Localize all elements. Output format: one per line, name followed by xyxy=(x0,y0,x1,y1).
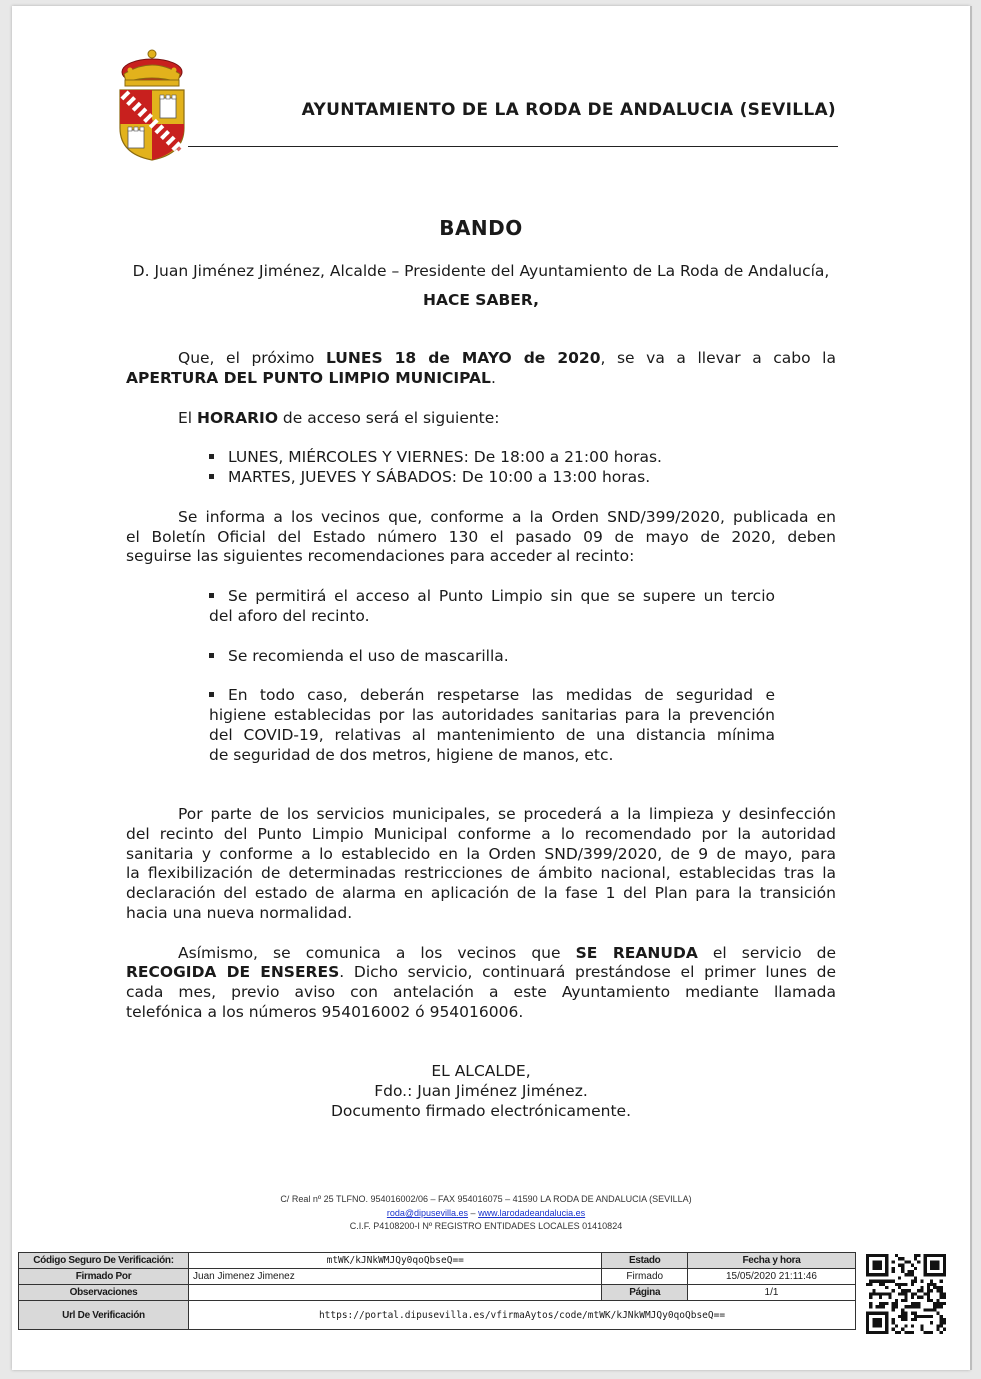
recommendation-line xyxy=(209,587,775,607)
page-edge xyxy=(970,6,972,1370)
para4-line: telefónica a los números 954016002 ó 954016006. xyxy=(126,1003,524,1021)
schedule-text: MARTES, JUEVES Y SÁBADOS: De 10:00 a 13:00 horas. xyxy=(228,468,651,486)
pagina-value: 1/1 xyxy=(687,1285,855,1301)
recommendation-text: Se recomienda el uso de mascarilla. xyxy=(228,647,509,665)
bullet-icon xyxy=(209,454,214,459)
coat-of-arms-logo xyxy=(116,48,188,162)
footer-email-link[interactable]: roda@dipusevilla.es xyxy=(386,1208,469,1218)
recommendation-line xyxy=(209,647,775,667)
bullet-icon xyxy=(209,474,214,479)
para3-line: del recinto del Punto Limpio Municipal conforme a lo recomendado por la autoridad xyxy=(126,825,836,843)
observaciones-label: Observaciones xyxy=(19,1285,189,1301)
url-value[interactable]: https://portal.dipusevilla.es/vfirmaAytos/code/mtWK/kJNkWMJQy0qoQbseQ== xyxy=(189,1301,856,1330)
para2-line: Se informa a los vecinos que, conforme a la Orden SND/399/2020, publicada en xyxy=(178,508,836,526)
hace-saber: HACE SABER, xyxy=(422,291,539,309)
para4-line: cada mes, previo aviso con antelación a este Ayuntamiento mediante llamada xyxy=(126,983,836,1001)
schedule-item xyxy=(209,448,829,468)
document-title: BANDO xyxy=(439,216,523,240)
signature-line: Fdo.: Juan Jiménez Jiménez. xyxy=(374,1082,588,1100)
para3-line: la flexibilización de determinadas restricciones de ámbito nacional, establecidas tras la xyxy=(126,864,836,882)
opening-date: LUNES 18 de MAYO de 2020 xyxy=(325,349,601,367)
enseres-keyword: RECOGIDA DE ENSERES xyxy=(126,963,340,981)
observaciones-value xyxy=(189,1285,602,1301)
horario-intro xyxy=(178,409,836,429)
signature-line: Documento firmado electrónicamente. xyxy=(330,1102,632,1120)
recommendation-line xyxy=(209,686,775,706)
header-divider xyxy=(188,146,838,147)
table-row xyxy=(19,1269,856,1285)
recommendation-line: higiene establecidas por las autoridades sanitarias para la prevención xyxy=(209,706,775,724)
horario-text: de acceso será el siguiente: xyxy=(278,409,500,427)
recommendation-line: del aforo del recinto. xyxy=(209,607,370,625)
recommendation-text: Se permitirá el acceso al Punto Limpio sin que se supere un tercio xyxy=(228,587,775,605)
signature-line: EL ALCALDE, xyxy=(431,1062,531,1080)
firmado-value: Juan Jimenez Jimenez xyxy=(189,1269,602,1285)
para2-line: seguirse las siguientes recomendaciones para acceder al recinto: xyxy=(126,547,635,565)
url-label: Url De Verificación xyxy=(19,1301,189,1330)
para1-line2 xyxy=(126,369,836,389)
bullet-icon xyxy=(209,692,214,697)
footer-address: C/ Real nº 25 TLFNO. 954016002/06 – FAX 954016075 – 41590 LA RODA DE ANDALUCIA (SEVILLA) xyxy=(280,1194,692,1204)
table-row xyxy=(19,1253,856,1269)
footer-links xyxy=(0,1208,972,1218)
qr-code-icon xyxy=(866,1254,946,1334)
para4-text: el servicio de xyxy=(697,944,837,962)
fecha-value: 15/05/2020 21:11:46 xyxy=(687,1269,855,1285)
horario-text: El xyxy=(178,409,198,427)
para1-line1 xyxy=(178,349,836,369)
opening-subject: APERTURA DEL PUNTO LIMPIO MUNICIPAL xyxy=(126,369,491,387)
footer-web-link[interactable]: www.larodadeandalucia.es xyxy=(478,1208,586,1218)
verification-table xyxy=(18,1252,856,1330)
csv-value: mtWK/kJNkWMJQy0qoQbseQ== xyxy=(189,1253,602,1269)
para1-text: Que, el próximo xyxy=(178,349,326,367)
firmado-label: Firmado Por xyxy=(19,1269,189,1285)
recommendation-text: En todo caso, deberán respetarse las medidas de seguridad e xyxy=(228,686,775,704)
recommendation-line: de seguridad de dos metros, higiene de manos, etc. xyxy=(209,746,614,764)
pagina-label: Página xyxy=(602,1285,688,1301)
table-row xyxy=(19,1301,856,1330)
horario-keyword: HORARIO xyxy=(197,409,278,427)
estado-label: Estado xyxy=(602,1253,688,1269)
para2-line: el Boletín Oficial del Estado número 130 el pasado 09 de mayo de 2020, deben xyxy=(126,528,836,546)
table-row xyxy=(19,1285,856,1301)
reanuda-keyword: SE REANUDA xyxy=(575,944,698,962)
para1-text: , se va a llevar a cabo la xyxy=(600,349,836,367)
footer-separator: – xyxy=(468,1208,479,1218)
para3-line: hacia una nueva normalidad. xyxy=(126,904,353,922)
para4-text: Asímismo, se comunica a los vecinos que xyxy=(178,944,576,962)
para1-text: . xyxy=(490,369,496,387)
para4-text: . Dicho servicio, continuará prestándose el primer lunes de xyxy=(339,963,836,981)
schedule-item xyxy=(209,468,829,488)
para3-line: sanitaria y conforme a lo establecido en la Orden SND/399/2020, de 9 de mayo, para xyxy=(126,845,836,863)
footer-cif: C.I.F. P4108200-I Nº REGISTRO ENTIDADES LOCALES 01410824 xyxy=(349,1221,623,1231)
bullet-icon xyxy=(209,593,214,598)
estado-value: Firmado xyxy=(602,1269,688,1285)
para4-line xyxy=(178,944,836,964)
para3-line: declaración del estado de alarma en aplicación de la fase 1 del Plan para la transición xyxy=(126,884,836,902)
header-title: AYUNTAMIENTO DE LA RODA DE ANDALUCIA (SEVILLA) xyxy=(301,100,836,120)
schedule-text: LUNES, MIÉRCOLES Y VIERNES: De 18:00 a 21:00 horas. xyxy=(228,448,662,466)
para4-line xyxy=(126,963,836,983)
intro-line: D. Juan Jiménez Jiménez, Alcalde – Presidente del Ayuntamiento de La Roda de Andalucía, xyxy=(132,262,830,280)
para3-line: Por parte de los servicios municipales, se procederá a la limpieza y desinfección xyxy=(178,805,836,823)
recommendation-line: del COVID-19, relativas al mantenimiento de una distancia mínima xyxy=(209,726,775,744)
fecha-label: Fecha y hora xyxy=(687,1253,855,1269)
bullet-icon xyxy=(209,653,214,658)
csv-label: Código Seguro De Verificación: xyxy=(19,1253,189,1269)
